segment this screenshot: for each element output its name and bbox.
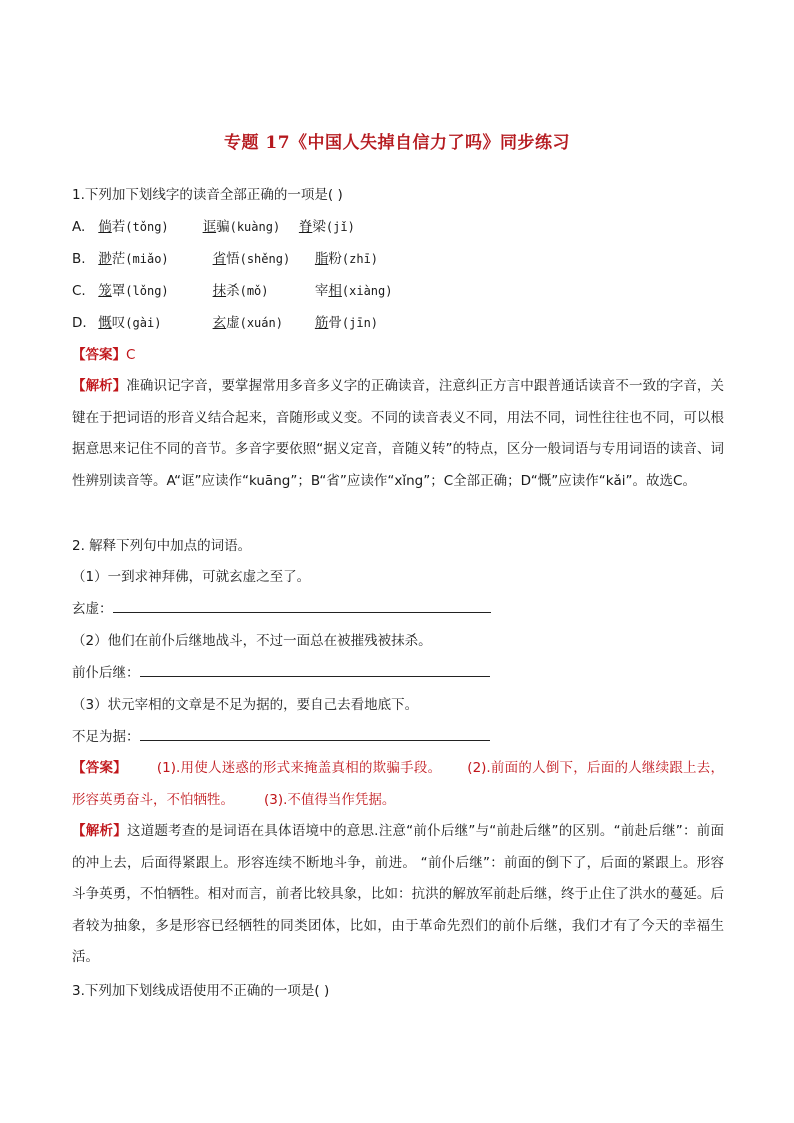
underlined-char: 诓 [202,219,217,235]
q2-term-2: 前仆后继： [72,662,490,684]
question-1-stem: 1.下列加下划线字的读音全部正确的一项是( ) [72,187,343,203]
page-title: 专题 17《中国人失掉自信力了吗》同步练习 [223,133,571,153]
underlined-char: 相 [328,283,342,299]
q2-sentence-3: （3）状元宰相的文章是不足为据的，要自己去看地底下。 [72,697,419,713]
option-letter: B. [72,251,86,267]
q1-answer [72,344,135,366]
underlined-char: 抹 [212,283,227,299]
q1-option-a: A. 倘若(tǒng) 诓骗(kuàng) 脊梁(jǐ) [72,216,355,238]
q2-answer [72,753,724,816]
answer-1: (1).用使人迷惑的形式来掩盖真相的欺骗手段。 [156,760,442,776]
underlined-char: 脂 [314,251,329,267]
answer-tag: 【答案】 [72,760,127,776]
underlined-char: 省 [212,251,227,267]
answer-value: C [126,347,136,363]
q2-sentence-1: （1）一到求神拜佛，可就玄虚之至了。 [72,569,311,585]
answer-blank[interactable] [140,726,490,741]
q2-sentence-2: （2）他们在前仆后继地战斗，不过一面总在被摧残被抹杀。 [72,633,432,649]
analysis-tag: 【解析】 [72,823,127,839]
q2-term-3: 不足为据： [72,726,490,748]
underlined-char: 渺 [98,251,112,267]
analysis-text: 准确识记字音，要掌握常用多音多义字的正确读音，注意纠正方言中跟普通话读音不一致的字音，关键在于把词语的形音义结合起来，音随形或义变。不同的读音表义不同，用法不同，词性往往也不同，可以根据意思来记住不同的音节。多音字要依照“据义定音，音随义转”的特点，区分一般词语与专用词语的读音、词性辨别读音等。A“诓”应读作“kuāng”；B“省”应读作“xǐng”；C全部正确；D“慨”应读作“kǎi”。故选C。 [72,378,725,489]
underlined-char: 脊 [298,219,313,235]
answer-blank[interactable] [113,598,491,613]
option-letter: D. [72,315,87,331]
q1-option-d: D. 慨叹(gài) 玄虚(xuán) 筋骨(jīn) [72,312,378,334]
q2-term-1: 玄虚： [72,598,491,620]
option-letter: C. [72,283,86,299]
underlined-char: 筋 [314,315,329,331]
analysis-tag: 【解析】 [72,378,127,394]
q1-option-c: C. 笼罩(lǒng) 抹杀(mǒ) 宰相(xiàng) [72,280,392,302]
underlined-char: 倘 [98,219,112,235]
answer-blank[interactable] [140,662,490,677]
underlined-char: 慨 [98,315,112,331]
answer-tag: 【答案】 [72,347,126,363]
analysis-text: 这道题考查的是词语在具体语境中的意思.注意“前仆后继”与“前赴后继”的区别。“前赴后继”：前面的冲上去，后面得紧跟上。形容连续不断地斗争，前进。 “前仆后继”：前面的倒下了，后面的紧跟上。形容斗争英勇，不怕牺牲。相对而言，前者比较具象，比如：抗洪的解放军前赴后继，终于止住了洪水的蔓延。后者较为抽象，多是形容已经牺牲的同类团体，比如，由于革命先烈们的前仆后继，我们才有了今天的幸福生活。 [72,823,725,965]
question-3-stem: 3.下列加下划线成语使用不正确的一项是( ) [72,983,330,999]
question-2-stem: 2. 解释下列句中加点的词语。 [72,538,252,554]
underlined-char: 玄 [212,315,227,331]
answer-2: (2).前面的人倒下，后面的人继续跟上去，形容英勇奋斗，不怕牺牲。 [72,760,725,808]
q2-analysis [72,816,724,974]
answer-3: (3).不值得当作凭据。 [264,791,396,808]
q1-analysis [72,371,724,497]
underlined-char: 笼 [98,283,112,299]
option-letter: A. [72,219,86,235]
q1-option-b: B. 渺茫(miǎo) 省悟(shěng) 脂粉(zhī) [72,248,378,270]
